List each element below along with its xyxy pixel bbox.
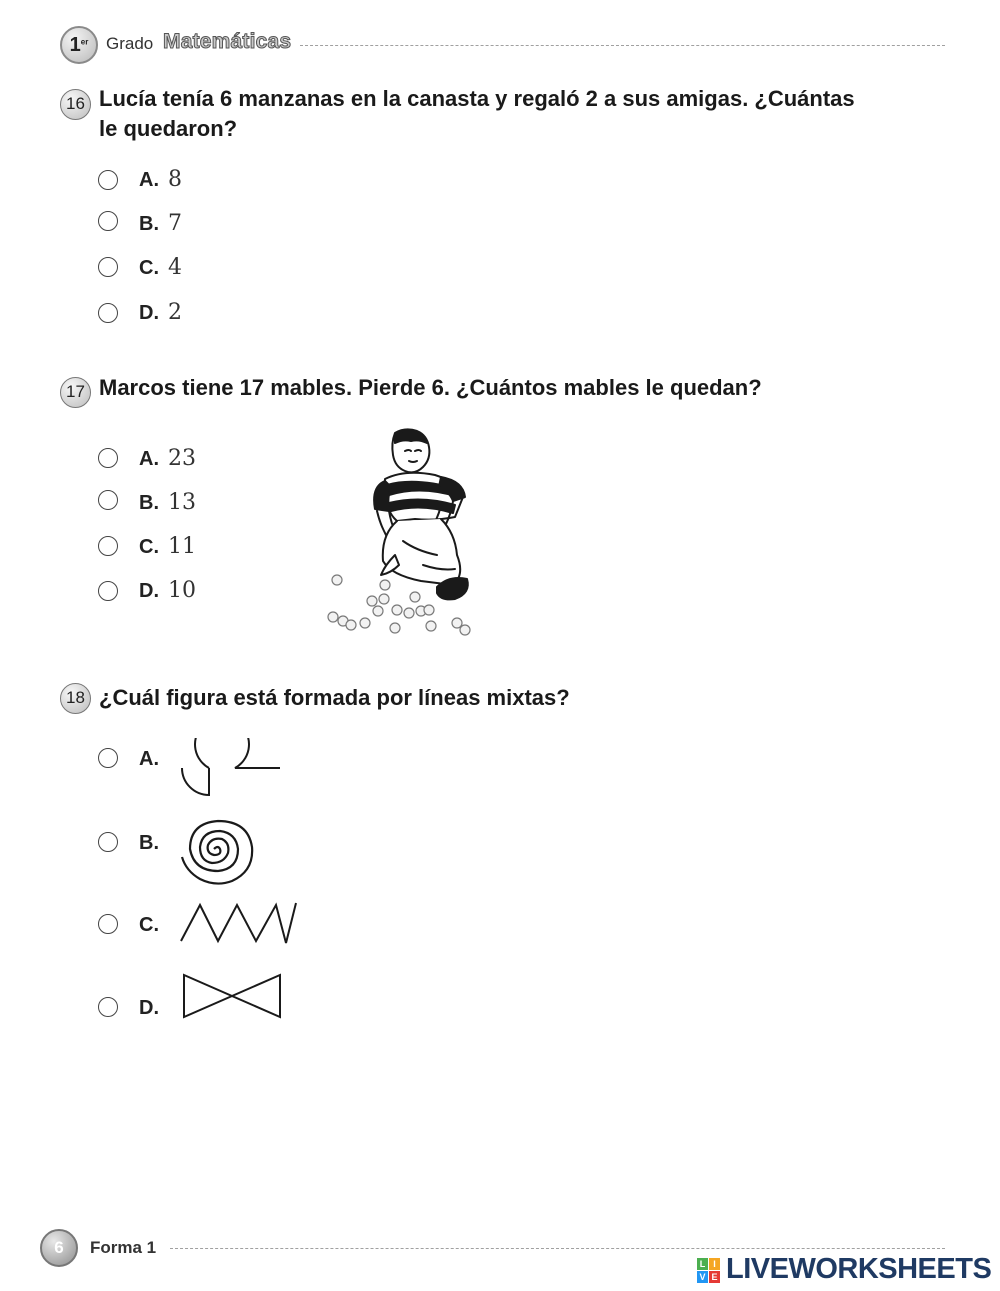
q16-option-c-radio[interactable]	[98, 257, 118, 277]
q18-option-a-radio[interactable]	[98, 748, 118, 768]
grade-suffix: er	[80, 37, 89, 47]
q18-option-a-letter: A.	[139, 748, 159, 770]
q17-option-d-value: 10	[168, 578, 196, 603]
q16-option-b-letter: B.	[139, 213, 159, 235]
q16-option-a-radio[interactable]	[98, 170, 118, 190]
q17-option-c-value: 11	[168, 534, 196, 559]
q18-option-d-letter: D.	[139, 997, 159, 1019]
q18-option-b-letter: B.	[139, 832, 159, 854]
question-16-text-line2: le quedaron?	[99, 116, 238, 141]
question-number-17: 17	[60, 377, 91, 408]
logo-letter-i: I	[709, 1258, 720, 1270]
q16-option-b-radio[interactable]	[98, 211, 118, 231]
q17-option-a-letter: A.	[139, 448, 159, 470]
footer-divider	[170, 1248, 945, 1249]
grade-badge	[60, 26, 98, 64]
question-number-16: 16	[60, 89, 91, 120]
q17-option-a-value: 23	[168, 446, 196, 471]
q17-option-b-value: 13	[168, 490, 196, 515]
q16-option-d-radio[interactable]	[98, 303, 118, 323]
boy-with-marbles-illustration	[325, 425, 485, 640]
bowtie-shape-d	[180, 971, 284, 1021]
q17-option-d-radio[interactable]	[98, 581, 118, 601]
liveworksheets-brand[interactable]: LIVEWORKSHEETS	[726, 1253, 992, 1285]
q16-option-c-letter: C.	[139, 257, 159, 279]
logo-letter-v: V	[697, 1271, 708, 1283]
q18-option-c-letter: C.	[139, 914, 159, 936]
grade-number: 1	[69, 34, 81, 56]
spiral-shape-b	[178, 813, 262, 887]
q16-option-d-letter: D.	[139, 302, 159, 324]
q16-option-b-value: 7	[168, 211, 182, 236]
q17-option-a-radio[interactable]	[98, 448, 118, 468]
q16-option-c-value: 4	[168, 255, 182, 280]
question-16-text-line1: Lucía tenía 6 manzanas en la canasta y regaló 2 a sus amigas. ¿Cuántas	[99, 86, 855, 111]
q17-option-b-letter: B.	[139, 492, 159, 514]
q16-option-a-value: 8	[168, 167, 182, 192]
q17-option-c-letter: C.	[139, 536, 159, 558]
q16-option-a-letter: A.	[139, 169, 159, 191]
subject-title: Matemáticas	[163, 30, 292, 53]
question-17-text: Marcos tiene 17 mables. Pierde 6. ¿Cuántos mables le quedan?	[99, 375, 762, 400]
question-18-text: ¿Cuál figura está formada por líneas mixtas?	[99, 685, 570, 710]
mixed-lines-shape-a	[178, 738, 284, 800]
question-number-18: 18	[60, 683, 91, 714]
q17-option-c-radio[interactable]	[98, 536, 118, 556]
liveworksheets-logo-icon	[697, 1258, 721, 1284]
page-number-badge: 6	[40, 1229, 78, 1267]
grade-label: Grado	[106, 34, 154, 53]
header-divider	[300, 45, 945, 46]
q17-option-b-radio[interactable]	[98, 490, 118, 510]
q18-option-b-radio[interactable]	[98, 832, 118, 852]
zigzag-shape-c	[178, 899, 300, 949]
q16-option-d-value: 2	[168, 300, 182, 325]
q18-option-c-radio[interactable]	[98, 914, 118, 934]
form-label: Forma 1	[90, 1238, 157, 1257]
q18-option-d-radio[interactable]	[98, 997, 118, 1017]
logo-letter-e: E	[709, 1271, 720, 1283]
q17-option-d-letter: D.	[139, 580, 159, 602]
logo-letter-l: L	[697, 1258, 708, 1270]
